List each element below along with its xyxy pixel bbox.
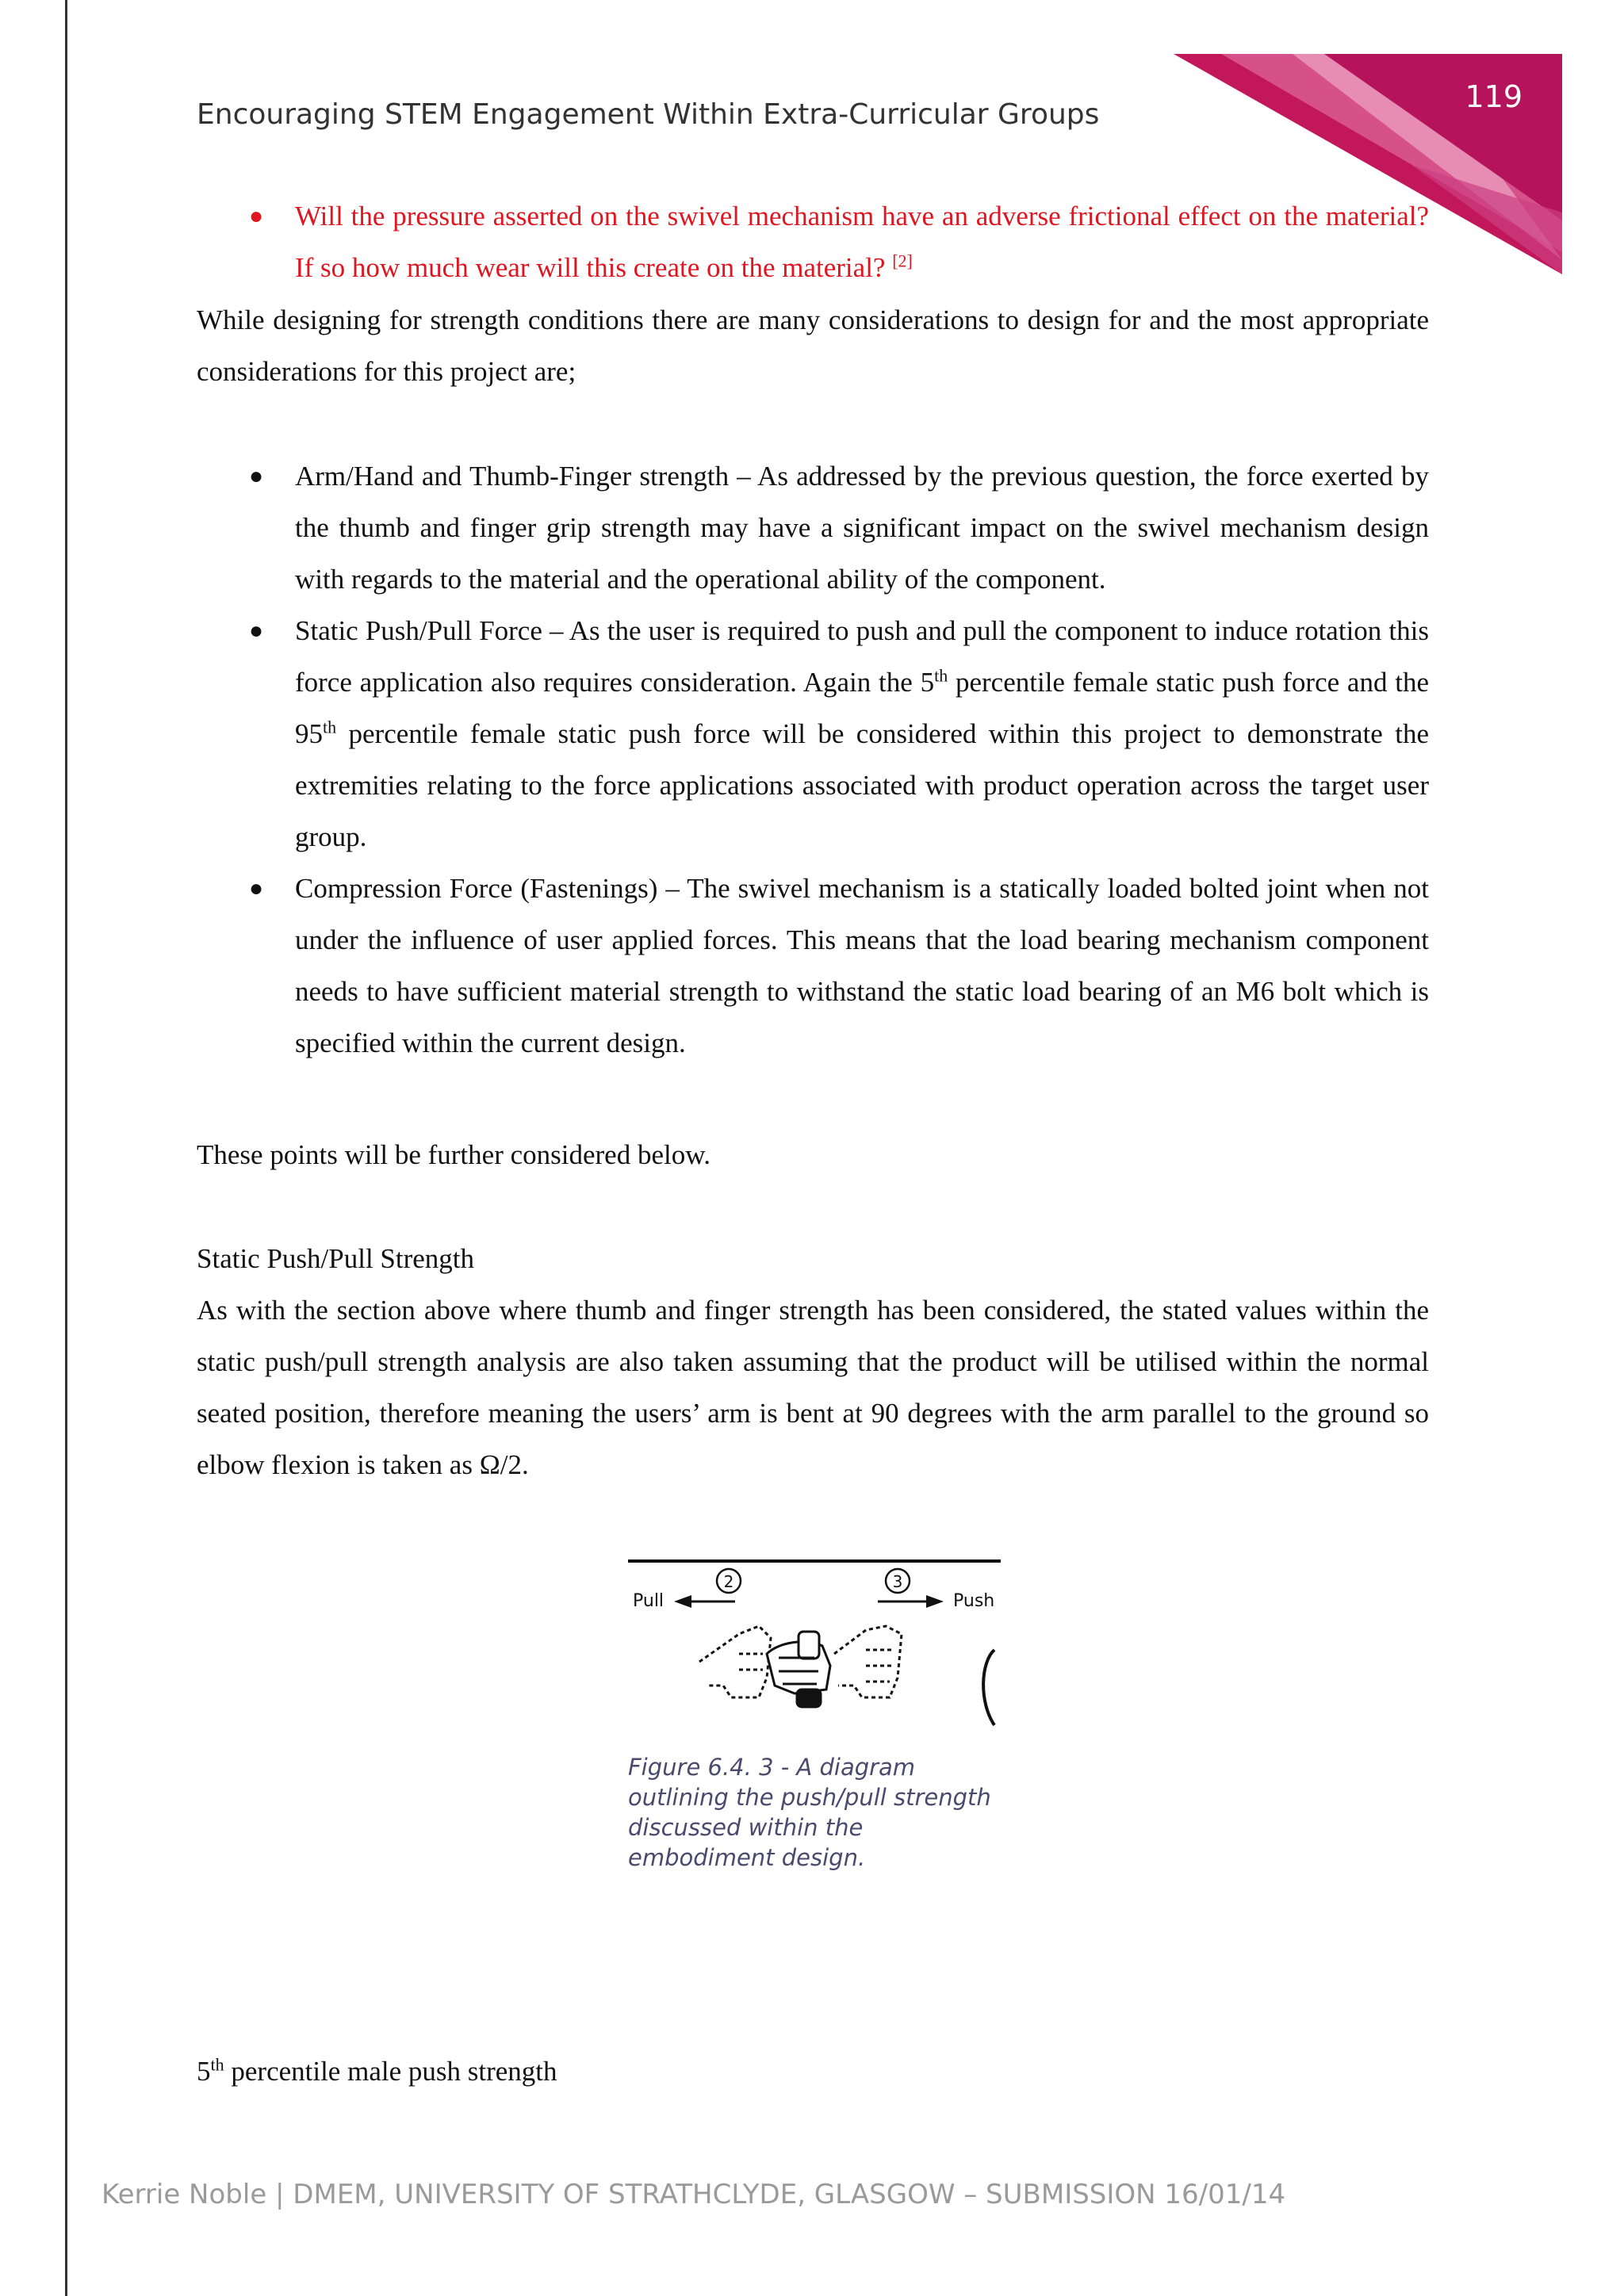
bullet-text-part: percentile female static push force will be considered within this project to demonstrate the extremities relating to the force applications associated with product operation across the target user group. <box>295 718 1429 852</box>
page-footer: Kerrie Noble | DMEM, UNIVERSITY OF STRATHCLYDE, GLASGOW – SUBMISSION 16/01/14 <box>102 2179 1286 2210</box>
bullet-text-part: Static Push/Pull Force – As the user is required to push and pull the component to induce rotation this force application also requires consideration. Again the 5 <box>295 615 1429 698</box>
bullet-text: Will the pressure asserted on the swivel mechanism have an adverse frictional effect on the material? If so how much wear will this create on the material? <box>295 201 1429 283</box>
list-item <box>197 450 1429 605</box>
push-hand-outline-icon <box>834 1626 902 1697</box>
bullet-text: Arm/Hand and Thumb-Finger strength – As addressed by the previous question, the force exerted by the thumb and finger grip strength may have a significant impact on the swivel mechanism design with regards to the material and the operational ability of the component. <box>295 461 1429 595</box>
push-number: 3 <box>892 1572 903 1591</box>
section-heading: Static Push/Pull Strength <box>197 1243 475 1274</box>
citation-reference: [2] <box>892 251 913 271</box>
bullet-icon: ● <box>249 203 264 229</box>
pull-arrow-icon <box>674 1595 691 1608</box>
page-number: 119 <box>1465 79 1522 114</box>
bottom-heading <box>197 2045 1429 2097</box>
left-margin-rule <box>65 0 67 2296</box>
figure-caption: Figure 6.4. 3 - A diagram outlining the push/pull strength discussed within the embodiment design. <box>628 1754 991 1871</box>
bullet-icon: ● <box>249 618 264 644</box>
running-header-title: Encouraging STEM Engagement Within Extra-Curricular Groups <box>197 98 1100 131</box>
superscript: th <box>210 2054 224 2075</box>
considerations-list <box>197 450 1429 1069</box>
paragraph: These points will be further considered below. <box>197 1139 710 1170</box>
bullet-text: Compression Force (Fastenings) – The swivel mechanism is a statically loaded bolted joint when not under the influence of user applied forces. This means that the load bearing mechanism component needs to have sufficient material strength to withstand the static load bearing of an M6 bolt which is specified within the current design. <box>295 873 1429 1058</box>
list-item <box>197 190 1429 293</box>
list-item <box>197 863 1429 1069</box>
push-label: Push <box>953 1591 995 1611</box>
bullet-icon: ● <box>249 875 264 901</box>
paragraph: As with the section above where thumb and finger strength has been considered, the stated values within the static push/pull strength analysis are also taken assuming that the product will be utilised within the normal seated position, therefore meaning the users’ arm is bent at 90 degrees with the arm parallel to the ground so elbow flexion is taken as Ω/2. <box>197 1295 1429 1480</box>
pull-hand-outline-icon <box>699 1626 771 1697</box>
body-outline-icon <box>983 1650 994 1725</box>
push-arrow-icon <box>926 1595 944 1608</box>
bullet-text-part: percentile female static push force and the 95 <box>295 667 1429 749</box>
pull-label: Pull <box>633 1591 665 1611</box>
pull-number: 2 <box>723 1572 734 1591</box>
bullet-icon: ● <box>249 463 264 489</box>
paragraph: While designing for strength conditions there are many considerations to design for and the most appropriate considerations for this project are; <box>197 304 1429 387</box>
gripping-hand-icon <box>767 1632 830 1707</box>
push-pull-diagram <box>628 1559 1001 1741</box>
intro-bullet-list <box>197 190 1429 293</box>
percentile-number: 5 <box>197 2056 211 2087</box>
list-item <box>197 605 1429 863</box>
superscript: th <box>323 717 337 737</box>
bottom-heading-text: percentile male push strength <box>224 2056 557 2087</box>
superscript: th <box>934 665 948 686</box>
